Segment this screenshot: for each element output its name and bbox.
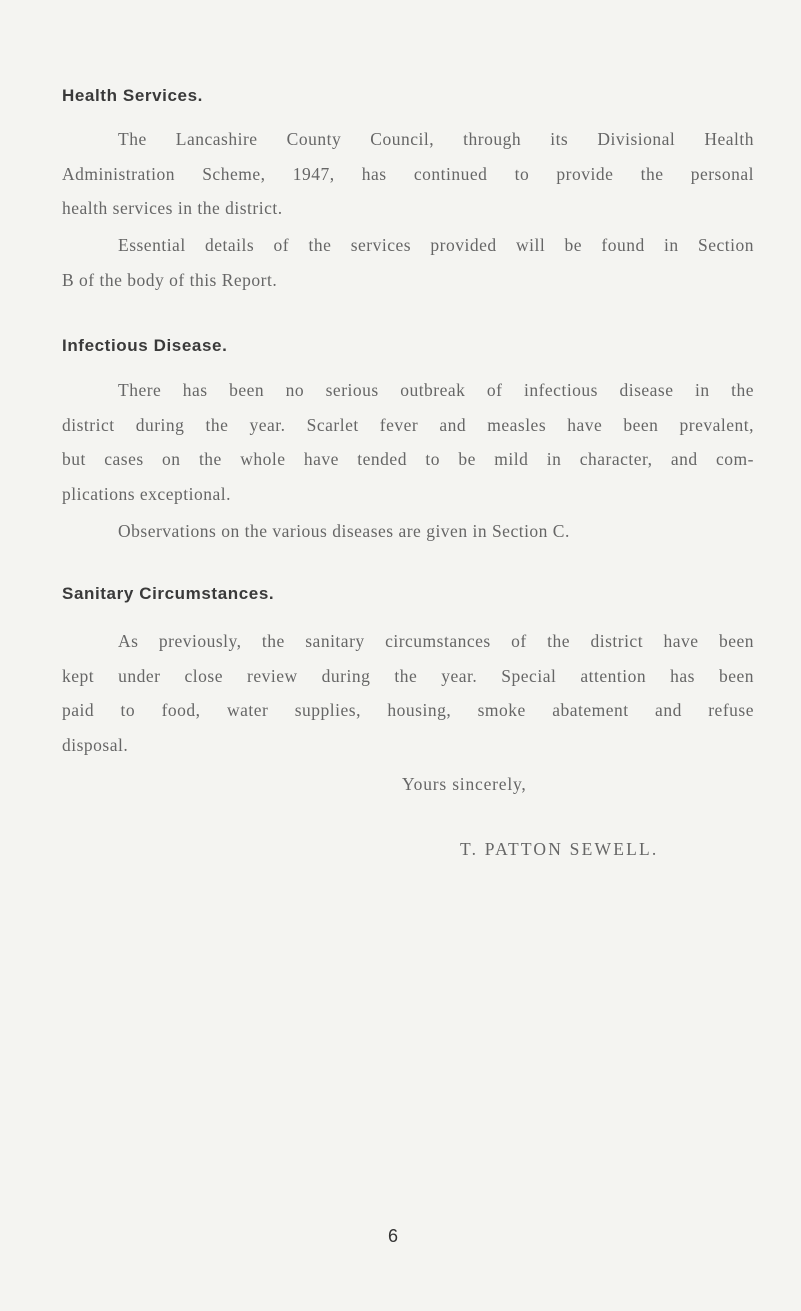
paragraph-infectious-observations xyxy=(62,514,754,549)
paragraph-infectious-outbreak xyxy=(62,373,754,511)
paragraph-line: health services in the district. xyxy=(62,198,283,218)
paragraph-health-services-details xyxy=(62,228,754,297)
heading-infectious-disease: Infectious Disease. xyxy=(62,336,228,355)
paragraph-line: As previously, the sanitary circumstances of the district have been xyxy=(118,631,754,651)
paragraph-line: There has been no serious outbreak of infectious disease in the xyxy=(118,380,754,400)
paragraph-line: Essential details of the services provided will be found in Section xyxy=(118,235,754,255)
paragraph-health-services-scheme xyxy=(62,122,754,226)
paragraph-line: Administration Scheme, 1947, has continued to provide the personal xyxy=(62,163,754,184)
paragraph-line: paid to food, water supplies, housing, smoke abatement and refuse xyxy=(62,700,754,720)
paragraph-line: kept under close review during the year. Special attention has been xyxy=(62,665,754,686)
signature-name: T. PATTON SEWELL. xyxy=(460,839,659,859)
paragraph-sanitary-review xyxy=(62,624,754,762)
paragraph-line: plications exceptional. xyxy=(62,483,231,504)
heading-health-services: Health Services. xyxy=(62,86,203,105)
closing-salutation: Yours sincerely, xyxy=(402,774,527,794)
paragraph-line: but cases on the whole have tended to be mild in character, and com- xyxy=(62,449,754,469)
paragraph-line: B of the body of this Report. xyxy=(62,269,278,290)
paragraph-line: Observations on the various diseases are given in Section C. xyxy=(118,521,570,541)
paragraph-line: The Lancashire County Council, through its Divisional Health xyxy=(118,129,754,149)
heading-sanitary-circumstances: Sanitary Circumstances. xyxy=(62,584,275,603)
paragraph-line: district during the year. Scarlet fever and measles have been prevalent, xyxy=(62,414,754,435)
page-number: 6 xyxy=(388,1226,399,1246)
paragraph-line: disposal. xyxy=(62,734,129,755)
